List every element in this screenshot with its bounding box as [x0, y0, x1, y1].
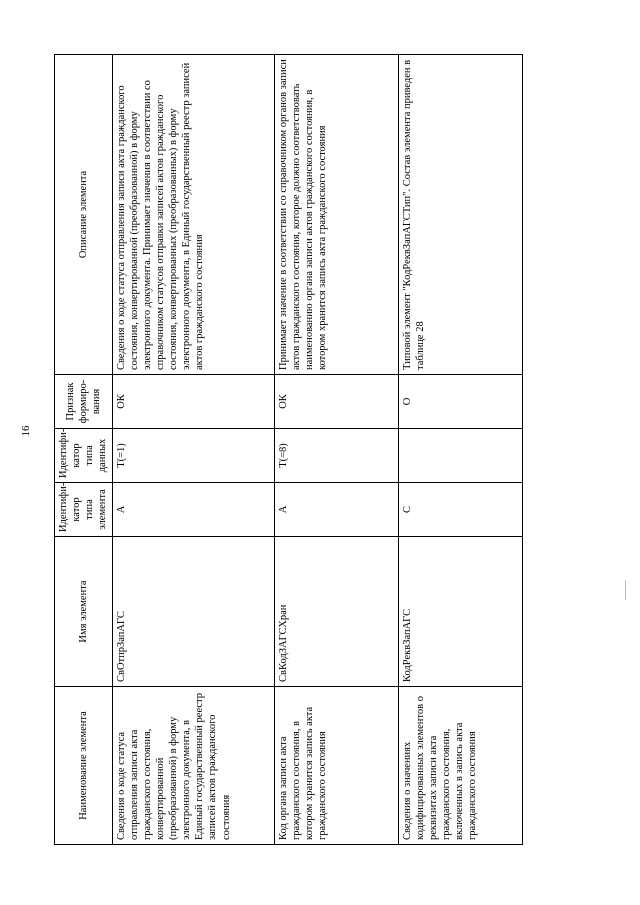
page-number: 16 — [20, 425, 32, 437]
row-description: Сведения о коде статуса отправления записи акта гражданского состояния, конвертированной (преобразованной) в форму электронного документа. Принимает значения в соответствии со справочником статусов отправки записей актов гражданского состояния, конвертированных (преобразованных) в форму электронного документа, в Единый государственный реестр записей актов гражданского состояния — [112, 55, 274, 375]
scan-mark — [625, 580, 626, 600]
row-formation-flag: О — [398, 375, 522, 429]
row-description: Принимает значение в соответствии со справочником органов записи актов гражданского состояния, которое должно соответствовать наименованию органа записи актов гражданского состояния, в котором хранится запись акта гражданского состояния — [274, 55, 398, 375]
table-header-row — [55, 55, 113, 845]
header-element-title: Наименование элемента — [55, 687, 113, 845]
row-data-type — [398, 429, 522, 483]
element-table — [54, 54, 523, 845]
row-type-id: А — [274, 483, 398, 537]
row-type-id: С — [398, 483, 522, 537]
table-row — [398, 55, 522, 845]
table-row — [274, 55, 398, 845]
row-formation-flag: ОК — [274, 375, 398, 429]
row-description: Типовой элемент "КодРеквЗапАГСТип". Состав элемента приведен в таблице 28 — [398, 55, 522, 375]
row-element-name: СвОтпрЗапАГС — [112, 537, 274, 687]
row-element-name: СвКодЗАГСХран — [274, 537, 398, 687]
table-row — [112, 55, 274, 845]
row-data-type: T(=1) — [112, 429, 274, 483]
row-formation-flag: ОК — [112, 375, 274, 429]
row-element-title: Сведения о коде статуса отправления записи акта гражданского состояния, конвертированной (преобразованной) в форму электронного документа, в Единый государственный реестр записей актов гражданского состояния — [112, 687, 274, 845]
header-element-type-id: Идентифи-катор типа элемента — [55, 483, 113, 537]
row-element-title: Код органа записи акта гражданского состояния, в котором хранится запись акта гражданского состояния — [274, 687, 398, 845]
row-data-type: T(=8) — [274, 429, 398, 483]
header-data-type-id: Идентифи-катор типа данных — [55, 429, 113, 483]
header-formation-flag: Признак формиро-вания — [55, 375, 113, 429]
header-element-name: Имя элемента — [55, 537, 113, 687]
row-element-title: Сведения о значениях кодифицированных элементов о реквизитах записи акта гражданского состояния, включенных в запись акта гражданского состояния — [398, 687, 522, 845]
row-type-id: А — [112, 483, 274, 537]
header-description: Описание элемента — [55, 55, 113, 375]
element-table-container — [54, 55, 506, 845]
row-element-name: КодРеквЗапАГС — [398, 537, 522, 687]
